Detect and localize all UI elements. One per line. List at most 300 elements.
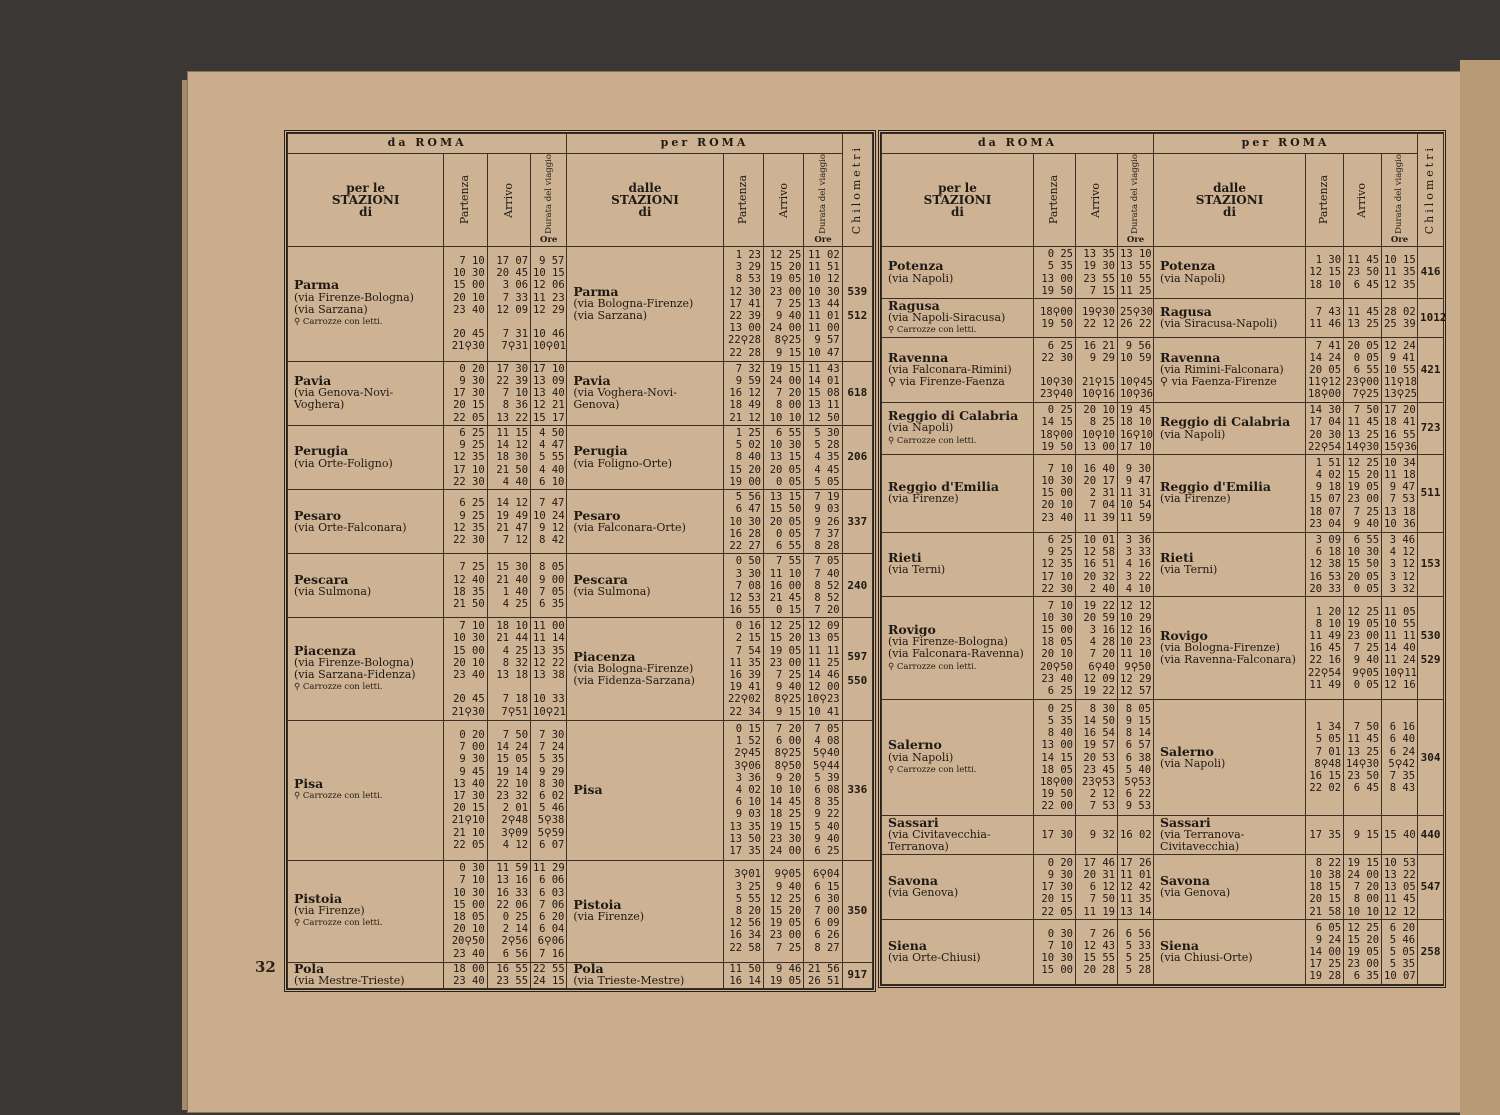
table-row [288, 425, 873, 489]
kilometers: 547 [1418, 855, 1444, 920]
to-station-name: Pola [573, 961, 604, 977]
from-station-route: (via Mestre-Trieste) [294, 974, 405, 988]
from-station-route: (via Napoli) [888, 750, 954, 764]
return-departure-times: 3⚲01 3 25 5 55 8 20 12 56 16 34 22 58 [723, 860, 763, 962]
departure-times: 6 25 22 30 10⚲30 23⚲40 [1034, 338, 1076, 403]
to-station-cell [567, 425, 723, 489]
arrival-times: 17 07 20 45 3 06 7 33 12 09 7 31 7⚲31 [487, 247, 530, 362]
table-row [882, 920, 1444, 985]
arrival-times: 8 30 14 50 16 54 19 57 20 53 23 45 23⚲53 2 12 7 53 [1076, 700, 1118, 816]
from-station-cell [288, 425, 444, 489]
kilometers: 440 [1418, 816, 1444, 855]
header-durata-2: Durata del viaggio [817, 154, 828, 234]
from-station-note: ⚲ Carrozze con letti. [888, 325, 977, 336]
departure-times: 0 20 9 30 17 30 20 15 22 05 [444, 361, 487, 425]
arrival-times: 20 10 8 25 10⚲10 13 00 [1076, 403, 1118, 455]
return-duration-times: 6 16 6 40 6 24 5⚲42 7 35 8 43 [1382, 700, 1418, 816]
return-departure-times: 7 41 14 24 20 05 11⚲12 18⚲00 [1306, 338, 1344, 403]
return-departure-times: 1 34 5 05 7 01 8⚲48 16 15 22 02 [1306, 700, 1344, 816]
from-station-cell [288, 247, 444, 362]
return-departure-times: 1 20 8 10 11 49 16 45 22 16 22⚲54 11 49 [1306, 597, 1344, 700]
table-row [882, 247, 1444, 299]
header-ore-r: Ore [1126, 234, 1145, 245]
return-duration-times: 6⚲04 6 15 6 30 7 00 6 09 6 26 8 27 [804, 860, 842, 962]
return-arrival-times: 7 50 11 45 13 25 14⚲30 [1344, 403, 1382, 455]
table-row [882, 597, 1444, 700]
table-row [288, 962, 873, 988]
kilometers: 206 [842, 425, 872, 489]
duration-times: 9 30 9 47 11 31 10 54 11 59 [1118, 455, 1154, 533]
from-station-cell [882, 338, 1034, 403]
to-station-name: Rieti [1160, 550, 1194, 566]
from-station-route-2: ⚲ via Firenze-Faenza [888, 375, 1005, 389]
header-stazioni-r: STAZIONI [923, 192, 992, 207]
from-station-name: Rovigo [888, 621, 936, 637]
arrival-times: 7 26 12 43 15 55 20 28 [1076, 920, 1118, 985]
departure-times: 17 30 [1034, 816, 1076, 855]
from-station-cell [882, 700, 1034, 816]
to-station-cell [1154, 299, 1306, 338]
table-row [288, 490, 873, 554]
arrival-times: 16 40 20 17 2 31 7 04 11 39 [1076, 455, 1118, 533]
return-duration-times: 11 43 14 01 15 08 13 11 12 50 [804, 361, 842, 425]
kilometers: 618 [842, 361, 872, 425]
header-durata-r2: Durata del viaggio [1394, 154, 1405, 234]
book-edge [1460, 60, 1500, 1115]
return-duration-times: 10 15 11 35 12 35 [1382, 247, 1418, 299]
header-partenza: Partenza [458, 175, 472, 225]
from-station-cell [882, 455, 1034, 533]
left-timetable [284, 130, 876, 992]
from-station-route: (via Firenze) [888, 492, 959, 506]
kilometers: 597 550 [842, 618, 872, 720]
to-station-name: Potenza [1160, 258, 1216, 274]
return-arrival-times: 11 45 23 50 6 45 [1344, 247, 1382, 299]
from-station-cell [882, 247, 1034, 299]
from-station-cell [882, 855, 1034, 920]
to-station-route-2: ⚲ via Faenza-Firenze [1160, 375, 1277, 389]
arrival-times: 11 59 13 16 16 33 22 06 0 25 2 14 2⚲56 6 56 [487, 860, 530, 962]
to-station-cell [1154, 816, 1306, 855]
from-station-name: Piacenza [294, 642, 357, 658]
to-station-route: (via Napoli) [1160, 271, 1226, 285]
kilometers: 723 [1418, 403, 1444, 455]
arrival-times: 10 01 12 58 16 51 20 32 2 40 [1076, 532, 1118, 597]
left-table [287, 133, 873, 989]
arrival-times: 14 12 19 49 21 47 7 12 [487, 490, 530, 554]
header-ore: Ore [540, 234, 558, 245]
return-duration-times: 3 46 4 12 3 12 3 12 3 32 [1382, 532, 1418, 597]
table-row [882, 455, 1444, 533]
return-departure-times: 5 56 6 47 10 30 16 28 22 27 [723, 490, 763, 554]
return-arrival-times: 12 25 19 05 23 00 7 25 9 40 9⚲05 0 05 [1344, 597, 1382, 700]
return-duration-times: 7 05 7 40 8 52 8 52 7 20 [804, 554, 842, 618]
from-station-note: ⚲ Carrozze con letti. [294, 918, 383, 929]
header-stazioni-r2: STAZIONI [1195, 192, 1264, 207]
departure-times: 7 25 12 40 18 35 21 50 [444, 554, 487, 618]
return-departure-times: 7 32 9 59 16 12 18 49 21 12 [723, 361, 763, 425]
to-station-cell [567, 490, 723, 554]
to-station-cell [567, 962, 723, 988]
from-station-note: ⚲ Carrozze con letti. [888, 764, 977, 775]
to-station-cell [567, 554, 723, 618]
to-station-cell [1154, 532, 1306, 597]
to-station-route-2: (via Fidenza-Sarzana) [573, 674, 695, 688]
return-arrival-times: 9⚲05 9 40 12 25 15 20 19 05 23 00 7 25 [764, 860, 804, 962]
from-station-route: (via Firenze-Bologna) [888, 635, 1008, 649]
to-station-cell [567, 720, 723, 860]
to-station-name: Salerno [1160, 743, 1214, 759]
return-duration-times: 10 53 13 22 13 05 11 45 12 12 [1382, 855, 1418, 920]
duration-times: 19 45 18 10 16⚲10 17 10 [1118, 403, 1154, 455]
return-arrival-times: 9 15 [1344, 816, 1382, 855]
to-station-cell [1154, 455, 1306, 533]
return-duration-times: 12 24 9 41 10 55 11⚲18 13⚲25 [1382, 338, 1418, 403]
from-station-cell [882, 597, 1034, 700]
from-station-name: Rieti [888, 550, 922, 566]
kilometers: 511 [1418, 455, 1444, 533]
from-station-name: Siena [888, 937, 927, 953]
to-station-route: (via Terranova-Civitavecchia) [1160, 828, 1245, 854]
from-station-route: (via Orte-Chiusi) [888, 951, 981, 965]
from-station-route: (via Napoli-Siracusa) [888, 311, 1006, 325]
to-station-route: (via Siracusa-Napoli) [1160, 317, 1278, 331]
arrival-times: 18 10 21 44 4 25 8 32 13 18 7 18 7⚲51 [487, 618, 530, 720]
from-station-route: (via Firenze-Bologna) [294, 655, 414, 669]
to-station-route: (via Falconara-Orte) [573, 520, 686, 534]
to-station-name: Ragusa [1160, 303, 1212, 319]
from-station-route-2: (via Falconara-Ravenna) [888, 647, 1024, 661]
return-duration-times: 15 40 [1382, 816, 1418, 855]
return-duration-times: 10 34 11 18 9 47 7 53 13 18 10 36 [1382, 455, 1418, 533]
table-row [882, 532, 1444, 597]
table-row [288, 720, 873, 860]
return-departure-times: 1 30 12 15 18 10 [1306, 247, 1344, 299]
return-departure-times: 8 22 10 38 18 15 20 15 21 58 [1306, 855, 1344, 920]
header-di: di [359, 205, 373, 220]
from-station-name: Ragusa [888, 297, 940, 313]
to-station-name: Pistoia [573, 896, 622, 912]
departure-times: 7 10 10 30 15 00 18 05 20 10 20⚲50 23 40 6 25 [1034, 597, 1076, 700]
to-station-cell [567, 361, 723, 425]
duration-times: 17 26 11 01 12 42 11 35 13 14 [1118, 855, 1154, 920]
header-dalle-stazioni-r [1154, 154, 1306, 247]
table-row [288, 361, 873, 425]
arrival-times: 19 22 20 59 3 16 4 28 7 20 6⚲40 12 09 19 22 [1076, 597, 1118, 700]
table-row [882, 700, 1444, 816]
return-arrival-times: 12 25 15 20 19 05 23 00 6 35 [1344, 920, 1382, 985]
kilometers: 336 [842, 720, 872, 860]
table-row [288, 554, 873, 618]
return-duration-times: 21 56 26 51 [804, 962, 842, 988]
header-ore-r2: Ore [1390, 234, 1409, 245]
to-station-route-2: (via Ravenna-Falconara) [1160, 653, 1296, 667]
duration-times: 22 55 24 15 [531, 962, 567, 988]
kilometers: 416 [1418, 247, 1444, 299]
kilometers: 240 [842, 554, 872, 618]
return-arrival-times: 7 50 11 45 13 25 14⚲30 23 50 6 45 [1344, 700, 1382, 816]
left-table-body [288, 247, 873, 989]
return-duration-times: 28 02 25 39 [1382, 299, 1418, 338]
header-da-roma-r: da ROMA [882, 134, 1154, 154]
from-station-route: (via Genova-Novi-Voghera) [294, 386, 394, 412]
return-departure-times: 1 51 4 02 9 18 15 07 18 07 23 04 [1306, 455, 1344, 533]
table-row [288, 247, 873, 362]
to-station-route: (via Terni) [1160, 563, 1218, 577]
header-partenza-2: Partenza [736, 175, 750, 225]
return-duration-times: 11 02 11 51 10 12 10 30 13 44 11 01 11 00 9 57 10 47 [804, 247, 842, 362]
return-arrival-times: 13 15 15 50 20 05 0 05 6 55 [764, 490, 804, 554]
departure-times: 0 30 7 10 10 30 15 00 [1034, 920, 1076, 985]
from-station-cell [288, 860, 444, 962]
to-station-name: Piacenza [573, 648, 636, 664]
to-station-name: Pavia [573, 373, 611, 389]
from-station-route: (via Napoli) [888, 421, 954, 435]
from-station-name: Ravenna [888, 349, 949, 365]
header-stazioni: STAZIONI [331, 192, 400, 207]
from-station-cell [288, 490, 444, 554]
from-station-note: ⚲ Carrozze con letti. [888, 661, 977, 672]
duration-times: 7 47 10 24 9 12 8 42 [531, 490, 567, 554]
header-di-r2: di [1223, 205, 1236, 220]
duration-times: 4 50 4 47 5 55 4 40 6 10 [531, 425, 567, 489]
departure-times: 18 00 23 40 [444, 962, 487, 988]
to-station-route: (via Napoli) [1160, 427, 1226, 441]
to-station-name: Parma [573, 283, 619, 299]
to-station-route: (via Genova) [1160, 886, 1231, 900]
header-chilometri: Chilometri [850, 145, 864, 235]
from-station-name: Sassari [888, 814, 939, 830]
from-station-name: Potenza [888, 258, 944, 274]
from-station-name: Reggio di Calabria [888, 408, 1019, 424]
kilometers: 539 512 [842, 247, 872, 362]
return-arrival-times: 19 15 24 00 7 20 8 00 10 10 [764, 361, 804, 425]
return-departure-times: 0 50 3 30 7 08 12 53 16 55 [723, 554, 763, 618]
to-station-cell [567, 618, 723, 720]
from-station-route: (via Civitavecchia-Terranova) [888, 828, 991, 854]
table-row [882, 855, 1444, 920]
from-station-route: (via Orte-Falconara) [294, 520, 407, 534]
return-departure-times: 0 15 1 52 2⚲45 3⚲06 3 36 4 02 6 10 9 03 13 35 13 50 17 35 [723, 720, 763, 860]
header-di-2: di [638, 205, 652, 220]
return-arrival-times: 9 46 19 05 [764, 962, 804, 988]
to-station-cell [1154, 920, 1306, 985]
return-departure-times: 7 43 11 46 [1306, 299, 1344, 338]
from-station-route: (via Genova) [888, 886, 959, 900]
return-arrival-times: 6 55 10 30 13 15 20 05 0 05 [764, 425, 804, 489]
duration-times: 6 56 5 33 5 25 5 28 [1118, 920, 1154, 985]
arrival-times: 15 30 21 40 1 40 4 25 [487, 554, 530, 618]
to-station-name: Perugia [573, 443, 628, 459]
departure-times: 0 20 9 30 17 30 20 15 22 05 [1034, 855, 1076, 920]
to-station-cell [567, 860, 723, 962]
from-station-note: ⚲ Carrozze con letti. [294, 682, 383, 693]
return-departure-times: 14 30 17 04 20 30 22⚲54 [1306, 403, 1344, 455]
to-station-name: Sassari [1160, 814, 1211, 830]
return-arrival-times: 7 55 11 10 16 00 21 45 0 15 [764, 554, 804, 618]
to-station-route: (via Firenze) [1160, 492, 1231, 506]
right-table-body [882, 247, 1447, 985]
departure-times: 0 25 14 15 18⚲00 19 50 [1034, 403, 1076, 455]
kilometers: 1012 [1418, 299, 1444, 338]
header-dalle-stazioni [567, 154, 723, 247]
header-per-le: per le [346, 180, 386, 195]
header-per-roma-r: per ROMA [1154, 134, 1418, 154]
duration-times: 8 05 9 00 7 05 6 35 [531, 554, 567, 618]
to-station-route: (via Bologna-Firenze) [1160, 641, 1280, 655]
header-da-roma: da ROMA [288, 134, 567, 154]
to-station-name: Pisa [573, 781, 603, 797]
from-station-note: ⚲ Carrozze con letti. [294, 791, 383, 802]
arrival-times: 17 30 22 39 7 10 8 36 13 22 [487, 361, 530, 425]
kilometers: 917 [842, 962, 872, 988]
header-per-le-stazioni-r [882, 154, 1034, 247]
to-station-cell [567, 247, 723, 362]
to-station-cell [1154, 338, 1306, 403]
arrival-times: 19⚲30 22 12 [1076, 299, 1118, 338]
departure-times: 6 25 9 25 12 35 22 30 [444, 490, 487, 554]
duration-times: 8 05 9 15 8 14 6 57 6 38 5 40 5⚲53 6 22 9 53 [1118, 700, 1154, 816]
from-station-route: (via Orte-Foligno) [294, 456, 393, 470]
from-station-route-2: (via Sarzana) [294, 302, 368, 316]
from-station-name: Pesaro [294, 507, 342, 523]
return-departure-times: 11 50 16 14 [723, 962, 763, 988]
from-station-name: Pescara [294, 571, 349, 587]
return-arrival-times: 12 25 15 20 19 05 23 00 7 25 9 40 24 00 8⚲25 9 15 [764, 247, 804, 362]
from-station-route: (via Sulmona) [294, 584, 372, 598]
departure-times: 18⚲00 19 50 [1034, 299, 1076, 338]
to-station-name: Ravenna [1160, 349, 1221, 365]
duration-times: 25⚲30 26 22 [1118, 299, 1154, 338]
kilometers: 304 [1418, 700, 1444, 816]
from-station-cell [288, 618, 444, 720]
kilometers: 350 [842, 860, 872, 962]
kilometers: 337 [842, 490, 872, 554]
return-departure-times: 6 05 9 24 14 00 17 25 19 28 [1306, 920, 1344, 985]
from-station-name: Pistoia [294, 890, 343, 906]
duration-times: 11 00 11 14 13 35 12 22 13 38 10 33 10⚲21 [531, 618, 567, 720]
to-station-name: Rovigo [1160, 628, 1208, 644]
to-station-route: (via Voghera-Novi-Genova) [573, 386, 677, 412]
header-durata: Durata del viaggio [543, 154, 554, 234]
return-arrival-times: 12 25 15 20 19 05 23 00 7 25 9 40 8⚲25 9 15 [764, 618, 804, 720]
return-arrival-times: 12 25 15 20 19 05 23 00 7 25 9 40 [1344, 455, 1382, 533]
header-arrivo-2: Arrivo [776, 182, 790, 218]
to-station-name: Reggio d'Emilia [1160, 479, 1271, 495]
from-station-name: Pola [294, 961, 325, 977]
from-station-name: Salerno [888, 737, 942, 753]
return-duration-times: 7 19 9 03 9 26 7 37 8 28 [804, 490, 842, 554]
to-station-name: Pesaro [573, 507, 621, 523]
return-arrival-times: 20 05 0 05 6 55 23⚲00 7⚲25 [1344, 338, 1382, 403]
from-station-name: Pavia [294, 373, 332, 389]
duration-times: 9 57 10 15 12 06 11 23 12 29 10 46 10⚲01 [531, 247, 567, 362]
from-station-cell [882, 299, 1034, 338]
to-station-route: (via Napoli) [1160, 756, 1226, 770]
return-duration-times: 17 20 18 41 16 55 15⚲36 [1382, 403, 1418, 455]
from-station-cell [882, 920, 1034, 985]
header-arrivo-r: Arrivo [1089, 182, 1103, 218]
from-station-cell [288, 361, 444, 425]
duration-times: 16 02 [1118, 816, 1154, 855]
arrival-times: 16 55 23 55 [487, 962, 530, 988]
to-station-route-2: (via Sarzana) [573, 308, 648, 322]
header-chilometri-r: Chilometri [1423, 145, 1437, 235]
to-station-route: (via Chiusi-Orte) [1160, 951, 1253, 965]
return-arrival-times: 6 55 10 30 15 50 20 05 0 05 [1344, 532, 1382, 597]
right-timetable [878, 130, 1446, 988]
table-row [882, 338, 1444, 403]
table-row [882, 299, 1444, 338]
from-station-cell [288, 962, 444, 988]
header-dalle: dalle [628, 180, 662, 195]
duration-times: 17 10 13 09 13 40 12 21 15 17 [531, 361, 567, 425]
return-duration-times: 7 05 4 08 5⚲40 5⚲44 5 39 6 08 8 35 9 22 5 40 9 40 6 25 [804, 720, 842, 860]
duration-times: 12 12 10 29 12 16 10 23 11 10 9⚲50 12 29 12 57 [1118, 597, 1154, 700]
to-station-cell [1154, 855, 1306, 920]
to-station-name: Savona [1160, 873, 1210, 889]
kilometers: 421 [1418, 338, 1444, 403]
to-station-route: (via Bologna-Firenze) [573, 661, 694, 675]
departure-times: 0 25 5 35 8 40 13 00 14 15 18 05 18⚲00 19 50 22 00 [1034, 700, 1076, 816]
header-per-roma: per ROMA [567, 134, 842, 154]
to-station-route: (via Bologna-Firenze) [573, 296, 694, 310]
from-station-route: (via Falconara-Rimini) [888, 363, 1012, 377]
table-row [882, 403, 1444, 455]
to-station-route: (via Firenze) [573, 910, 645, 924]
arrival-times: 9 32 [1076, 816, 1118, 855]
return-departure-times: 17 35 [1306, 816, 1344, 855]
return-departure-times: 3 09 6 18 12 38 16 53 20 33 [1306, 532, 1344, 597]
return-arrival-times: 11 45 13 25 [1344, 299, 1382, 338]
from-station-cell [882, 532, 1034, 597]
from-station-note: ⚲ Carrozze con letti. [888, 435, 977, 446]
return-departure-times: 0 16 2 15 7 54 11 35 16 39 19 41 22⚲02 22 34 [723, 618, 763, 720]
duration-times: 9 56 10 59 10⚲45 10⚲36 [1118, 338, 1154, 403]
header-dalle-r: dalle [1213, 180, 1246, 195]
duration-times: 7 30 7 24 5 35 9 29 8 30 6 02 5 46 5⚲38 5⚲59 6 07 [531, 720, 567, 860]
header-per-le-r: per le [938, 180, 977, 195]
from-station-name: Perugia [294, 443, 349, 459]
header-arrivo: Arrivo [501, 182, 515, 218]
arrival-times: 17 46 20 31 6 12 7 50 11 19 [1076, 855, 1118, 920]
return-departure-times: 1 25 5 02 8 40 15 20 19 00 [723, 425, 763, 489]
departure-times: 6 25 9 25 12 35 17 10 22 30 [444, 425, 487, 489]
to-station-cell [1154, 403, 1306, 455]
to-station-cell [1154, 597, 1306, 700]
return-arrival-times: 19 15 24 00 7 20 8 00 10 10 [1344, 855, 1382, 920]
return-duration-times: 12 09 13 05 11 11 11 25 14 46 12 00 10⚲23 10 41 [804, 618, 842, 720]
arrival-times: 7 50 14 24 15 05 19 14 22 10 23 32 2 01 2⚲48 3⚲09 4 12 [487, 720, 530, 860]
departure-times: 6 25 9 25 12 35 17 10 22 30 [1034, 532, 1076, 597]
from-station-name: Parma [294, 277, 340, 293]
departure-times: 7 10 10 30 15 00 20 10 23 40 20 45 21⚲30 [444, 618, 487, 720]
return-duration-times: 11 05 10 55 11 11 14 40 11 24 10⚲11 12 16 [1382, 597, 1418, 700]
header-ore-2: Ore [814, 234, 832, 245]
arrival-times: 16 21 9 29 21⚲15 10⚲16 [1076, 338, 1118, 403]
arrival-times: 13 35 19 30 23 55 7 15 [1076, 247, 1118, 299]
return-departure-times: 1 23 3 29 8 53 12 30 17 41 22 39 13 00 22⚲28 22 28 [723, 247, 763, 362]
departure-times: 0 25 5 35 13 00 19 50 [1034, 247, 1076, 299]
from-station-route: (via Firenze) [294, 903, 365, 917]
arrival-times: 11 15 14 12 18 30 21 50 4 40 [487, 425, 530, 489]
header-per-le-stazioni [288, 154, 444, 247]
from-station-name: Savona [888, 873, 938, 889]
return-duration-times: 6 20 5 46 5 05 5 35 10 07 [1382, 920, 1418, 985]
from-station-route: (via Terni) [888, 563, 946, 577]
to-station-cell [1154, 247, 1306, 299]
duration-times: 11 29 6 06 6 03 7 06 6 20 6 04 6⚲06 7 16 [531, 860, 567, 962]
